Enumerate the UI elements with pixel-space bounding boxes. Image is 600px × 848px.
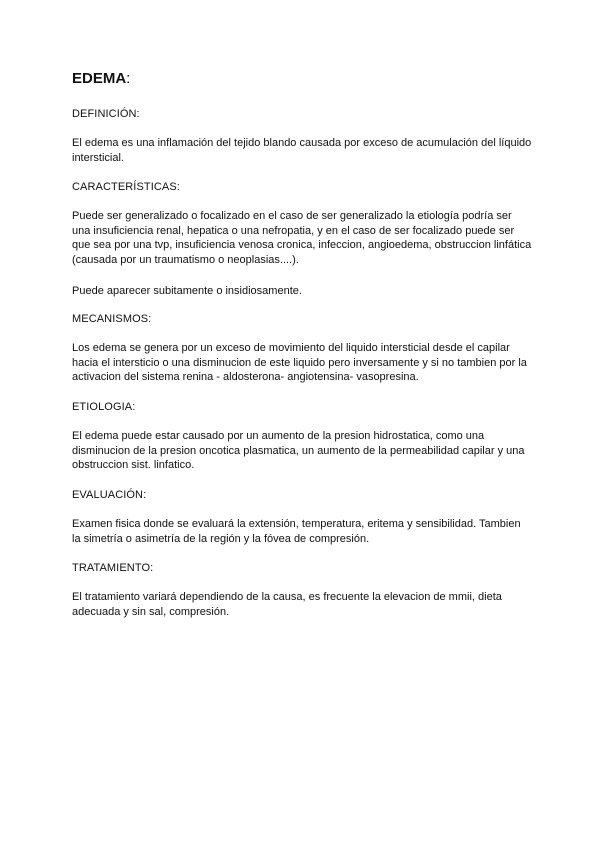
heading-etiologia: ETIOLOGIA: — [72, 401, 136, 413]
paragraph-caracteristicas-2: Puede aparecer subitamente o insidiosamente. — [72, 285, 302, 297]
paragraph-caracteristicas-1: Puede ser generalizado o focalizado en el caso de ser generalizado la etiología podría ser una insuficiencia renal, hepatica o una nefropatia, y en el caso de ser focalizado puede ser que sea por una tvp, insuficiencia venosa cronica, infeccion, angioedema, obstruccion linfática (causada por un traumatismo o neoplasias....). — [72, 210, 532, 266]
heading-definicion: DEFINICIÓN: — [72, 108, 140, 120]
paragraph-definicion: El edema es una inflamación del tejido blando causada por exceso de acumulación del líquido intersticial. — [72, 137, 532, 164]
heading-mecanismos: MECANISMOS: — [72, 313, 152, 325]
paragraph-mecanismos: Los edema se genera por un exceso de movimiento del liquido intersticial desde el capilar hacia el intersticio o una disminucion de este liquido pero inversamente y si no tambien por la activacion del sistema renina - aldosterona- angiotensina- vasopresina. — [72, 342, 527, 383]
heading-caracteristicas: CARACTERÍSTICAS: — [72, 181, 180, 193]
paragraph-tratamiento: El tratamiento variará dependiendo de la causa, es frecuente la elevacion de mmii, dieta adecuada y sin sal, compresión. — [72, 591, 502, 618]
title-suffix: : — [126, 70, 131, 87]
paragraph-etiologia: El edema puede estar causado por un aumento de la presion hidrostatica, como una disminucion de la presion oncotica plasmatica, un aumento de la permeabilidad capilar y una obstruccion sist. linfatico. — [72, 430, 525, 471]
title-main: EDEMA — [72, 70, 127, 87]
heading-tratamiento: TRATAMIENTO: — [72, 562, 154, 574]
paragraph-evaluacion: Examen fisica donde se evaluará la extensión, temperatura, eritema y sensibilidad. Tambien la simetría o asimetría de la región y la fóvea de compresión. — [72, 518, 521, 545]
document-title — [72, 70, 130, 87]
heading-evaluacion: EVALUACIÓN: — [72, 489, 147, 501]
